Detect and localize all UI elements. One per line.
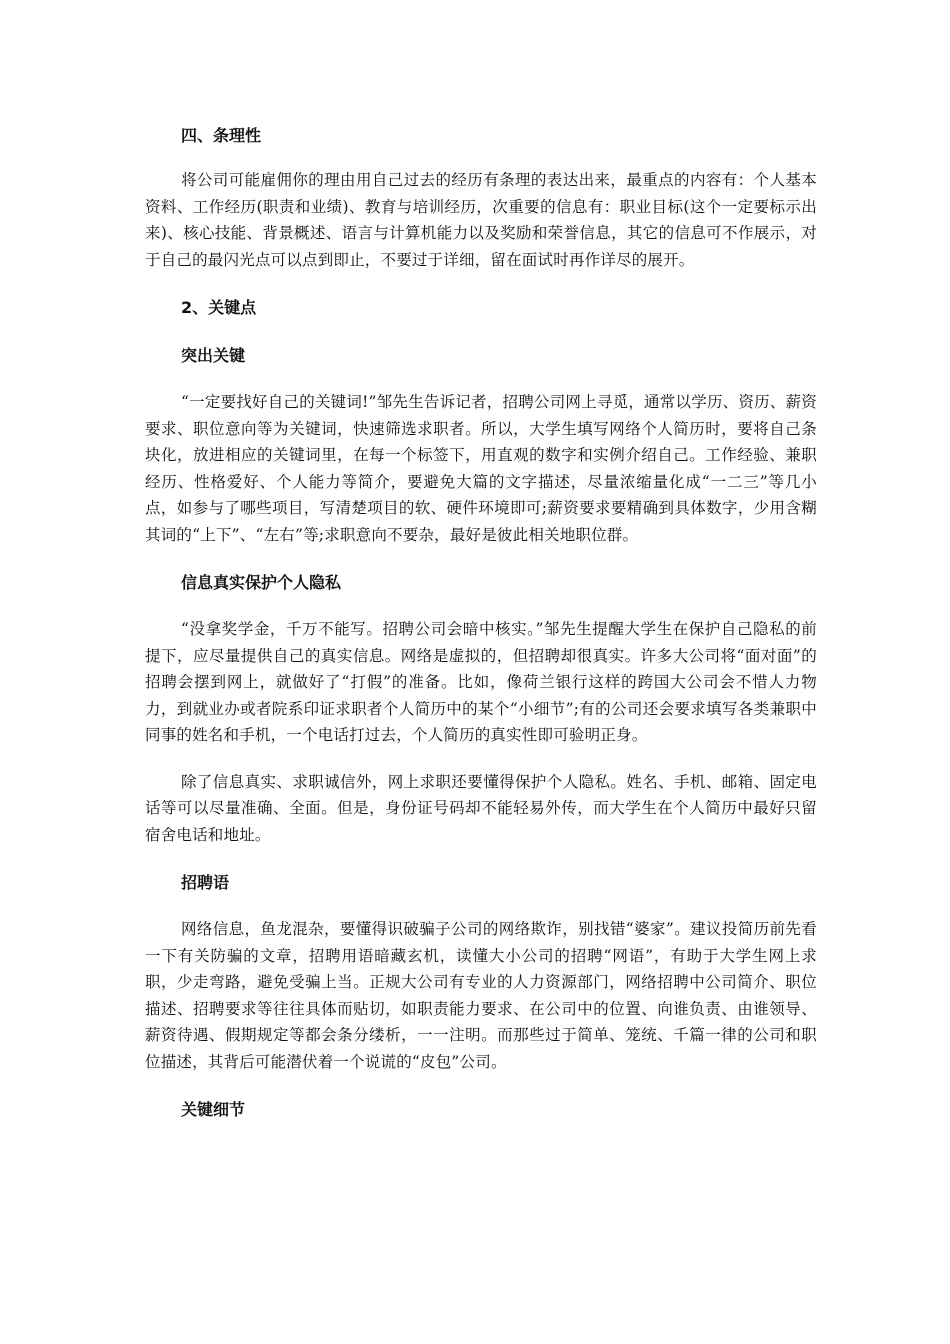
paragraph-protect-privacy: 除了信息真实、求职诚信外，网上求职还要懂得保护个人隐私。姓名、手机、邮箱、固定电话等可以尽量准确、全面。但是，身份证号码却不能轻易外传，而大学生在个人简历中最好只留宿舍电话和地址。 (145, 772, 817, 844)
subheading-key-details: 关键细节 (181, 1100, 246, 1119)
subheading-highlight-keywords: 突出关键 (181, 346, 246, 365)
paragraph-recruitment-language: 网络信息，鱼龙混杂，要懂得识破骗子公司的网络欺诈，别找错“婆家”。建议投简历前先看一下有关防骗的文章，招聘用语暗藏玄机，读懂大小公司的招聘“网语”，有助于大学生网上求职，少走弯路，避免受骗上当。正规大公司有专业的人力资源部门，网络招聘中公司简介、职位描述、招聘要求等往往具体而贴切，如职责能力要求、在公司中的位置、向谁负责、由谁领导、薪资待遇、假期规定等都会条分缕析，一一注明。而那些过于简单、笼统、千篇一律的公司和职位描述，其背后可能潜伏着一个说谎的“皮包”公司。 (145, 920, 817, 1071)
subheading-recruitment-language: 招聘语 (181, 873, 230, 892)
document-page (145, 121, 817, 1143)
section-heading-structure: 四、条理性 (181, 126, 262, 145)
paragraph-keywords: “一定要找好自己的关键词!”邹先生告诉记者，招聘公司网上寻觅，通常以学历、资历、薪资要求、职位意向等为关键词，快速筛选求职者。所以，大学生填写网络个人简历时，要将自己条块化，放进相应的关键词里，在每一个标签下，用直观的数字和实例介绍自己。工作经验、兼职经历、性格爱好、个人能力等简介，要避免大篇的文字描述，尽量浓缩量化成“一二三”等几小点，如参与了哪些项目，写清楚项目的软、硬件环境即可;薪资要求要精确到具体数字，少用含糊其词的“上下”、“左右”等;求职意向不要杂，最好是彼此相关地职位群。 (145, 393, 817, 544)
paragraph-truthful-info: “没拿奖学金，千万不能写。招聘公司会暗中核实。”邹先生提醒大学生在保护自己隐私的前提下，应尽量提供自己的真实信息。网络是虚拟的，但招聘却很真实。许多大公司将“面对面”的招聘会摆到网上，就做好了“打假”的准备。比如，像荷兰银行这样的跨国大公司会不惜人力物力，到就业办或者院系印证求职者个人简历中的某个“小细节”;有的公司还会要求填写各类兼职中同事的姓名和手机，一个电话打过去，个人简历的真实性即可验明正身。 (145, 620, 817, 744)
paragraph-structure: 将公司可能雇佣你的理由用自己过去的经历有条理的表达出来，最重点的内容有：个人基本资料、工作经历(职责和业绩)、教育与培训经历，次重要的信息有：职业目标(这个一定要标示出来)、核心技能、背景概述、语言与计算机能力以及奖励和荣誉信息，其它的信息可不作展示，对于自己的最闪光点可以点到即止，不要过于详细，留在面试时再作详尽的展开。 (145, 171, 817, 269)
subheading-privacy: 信息真实保护个人隐私 (181, 573, 342, 592)
section-heading-key-points: 2、关键点 (181, 298, 257, 317)
